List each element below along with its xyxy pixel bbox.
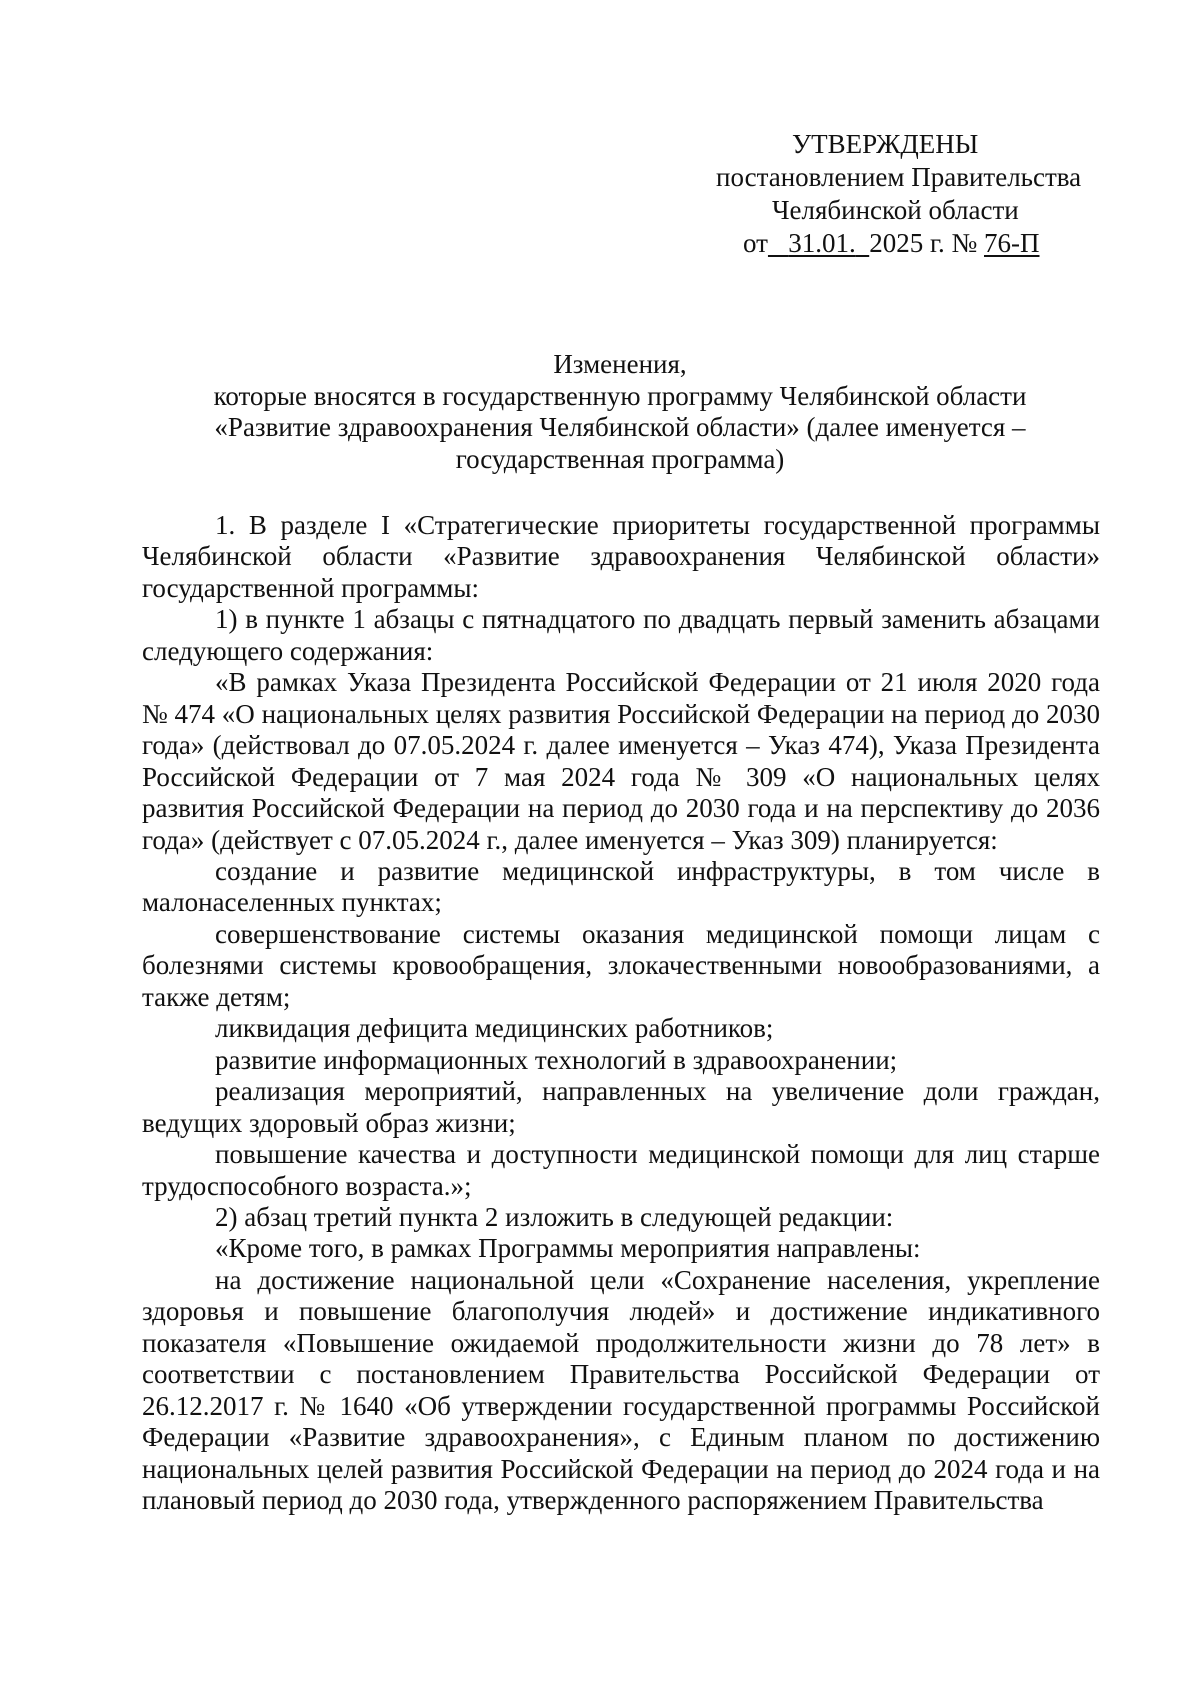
approval-date-prefix: от (743, 228, 768, 258)
paragraph-list-elderly-care: повышение качества и доступности медицинской помощи для лиц старше трудоспособного возраста.»; (142, 1139, 1100, 1201)
paragraph-list-care-system: совершенствование системы оказания медицинской помощи лицам с болезнями системы кровообращения, злокачественными новообразованиями, а также детям; (142, 918, 1100, 1012)
approval-line-date (680, 227, 1120, 260)
title-line-4: государственная программа) (455, 443, 785, 474)
approval-line-region: Челябинской области (772, 195, 1019, 225)
paragraph-national-goal: на достижение национальной цели «Сохранение населения, укрепление здоровья и повышение благополучия людей» и достижение индикативного показателя «Повышение ожидаемой продолжительности жизни до 78 лет» в соответствии с постановлением Правительства Российской Федерации от 26.12.2017 г. № 1640 «Об утверждении государственной программы Российской Федерации «Развитие здравоохранения», с Единым планом по достижению национальных целей развития Российской Федерации на период до 2024 года и на плановый период до 2030 года, утвержденного распоряжением Правительства (142, 1264, 1100, 1516)
document-title (140, 349, 1100, 475)
paragraph-section-1: 1. В разделе I «Стратегические приоритеты государственной программы Челябинской области «Развитие здравоохранения Челябинской области» государственной программы: (142, 510, 1100, 603)
paragraph-list-infrastructure: создание и развитие медицинской инфраструктуры, в том числе в малонаселенных пунктах; (142, 855, 1100, 918)
approval-number: 76-П (984, 228, 1040, 258)
approval-year: 2025 г. № (869, 228, 978, 258)
paragraph-list-it: развитие информационных технологий в здравоохранении; (215, 1044, 898, 1075)
approval-line-resolution: постановлением Правительства (716, 162, 1082, 192)
paragraph-list-healthy-lifestyle: реализация мероприятий, направленных на увеличение доли граждан, ведущих здоровый образ жизни; (142, 1076, 1100, 1138)
approval-stamp (680, 128, 1120, 260)
document-body (142, 510, 1100, 1517)
title-line-1: Изменения, (553, 349, 687, 379)
approval-date: 31.01. (788, 228, 856, 258)
paragraph-program-quote: «Кроме того, в рамках Программы мероприятия направлены: (215, 1233, 921, 1264)
approval-date-underline (768, 228, 869, 258)
approval-heading: УТВЕРЖДЕНЫ (792, 129, 979, 159)
paragraph-item-2: 2) абзац третий пункта 2 изложить в следующей редакции: (215, 1201, 894, 1232)
title-line-2: которые вносятся в государственную программу Челябинской области (213, 380, 1027, 411)
paragraph-item-1: 1) в пункте 1 абзацы с пятнадцатого по двадцать первый заменить абзацами следующего содержания: (142, 604, 1100, 666)
title-line-3: «Развитие здравоохранения Челябинской области» (далее именуется – (214, 412, 1026, 442)
paragraph-list-staff-deficit: ликвидация дефицита медицинских работников; (215, 1013, 774, 1044)
paragraph-decree-quote: «В рамках Указа Президента Российской Федерации от 21 июля 2020 года № 474 «О национальных целях развития Российской Федерации на период до 2030 года» (действовал до 07.05.2024 г. далее именуется – Указ 474), Указа Президента Российской Федерации от 7 мая 2024 года № 309 «О национальных целях развития Российской Федерации на период до 2030 года и на перспективу до 2036 года» (действует с 07.05.2024 г., далее именуется – Указ 309) планируется: (142, 667, 1100, 855)
